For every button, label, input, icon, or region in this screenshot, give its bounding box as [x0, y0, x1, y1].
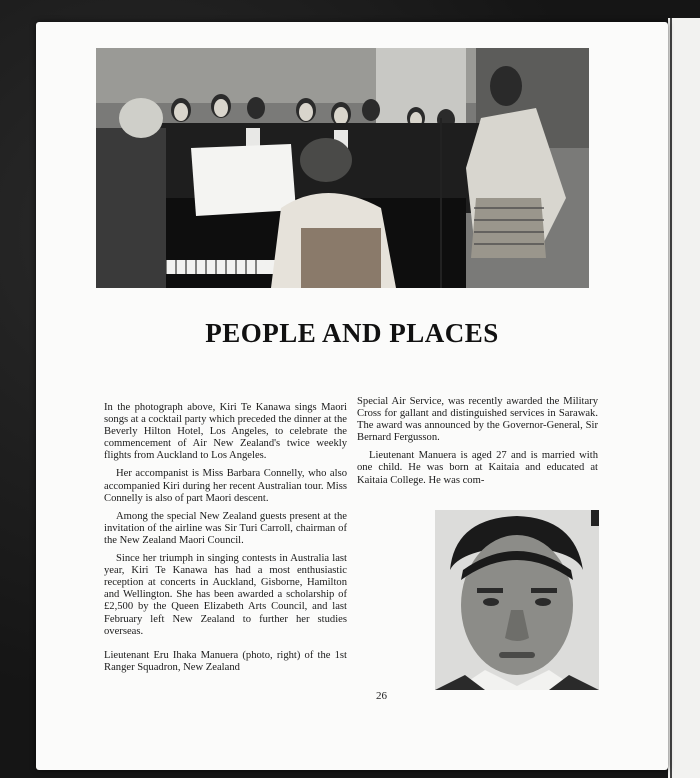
paragraph: Lieutenant Manuera is aged 27 and is married with one child. He was born at Kaitaia and educated at Kaitaia College. He was com-	[357, 450, 598, 486]
paragraph: Since her triumph in singing contests in Australia last year, Kiri Te Kanawa has had a most enthusiastic reception at concerts in Auckland, Gisborne, Hamilton and Wellington. She has been awarded a scholarship of £2,500 by the Queen Elizabeth Arts Council, and last February left New Zealand to further her studies overseas.	[104, 553, 347, 637]
paragraph: Special Air Service, was recently awarded the Military Cross for gallant and distinguished services in Sarawak. The award was announced by the Governor-General, Sir Bernard Fergusson.	[357, 396, 598, 444]
facing-page-edge	[668, 18, 700, 778]
page-number: 26	[376, 690, 387, 702]
portrait-photograph	[435, 510, 599, 690]
paragraph: Lieutenant Eru Ihaka Manuera (photo, right) of the 1st Ranger Squadron, New Zealand	[104, 649, 347, 673]
page-headline: PEOPLE AND PLACES	[205, 318, 499, 348]
left-text-column	[104, 402, 347, 680]
paragraph: In the photograph above, Kiri Te Kanawa sings Maori songs at a cocktail party which preceded the dinner at the Beverly Hilton Hotel, Los Angeles, to celebrate the commencement of Air New Zealand's twice weekly flights from Auckland to Los Angeles.	[104, 402, 347, 462]
paragraph: Among the special New Zealand guests present at the invitation of the airline was Sir Turi Carroll, chairman of the New Zealand Maori Council.	[104, 510, 347, 546]
paragraph: Her accompanist is Miss Barbara Connelly, who also accompanied Kiri during her recent Australian tour. Miss Connelly is also of part Maori descent.	[104, 468, 347, 504]
right-text-column	[357, 396, 598, 493]
party-photograph	[96, 48, 589, 288]
